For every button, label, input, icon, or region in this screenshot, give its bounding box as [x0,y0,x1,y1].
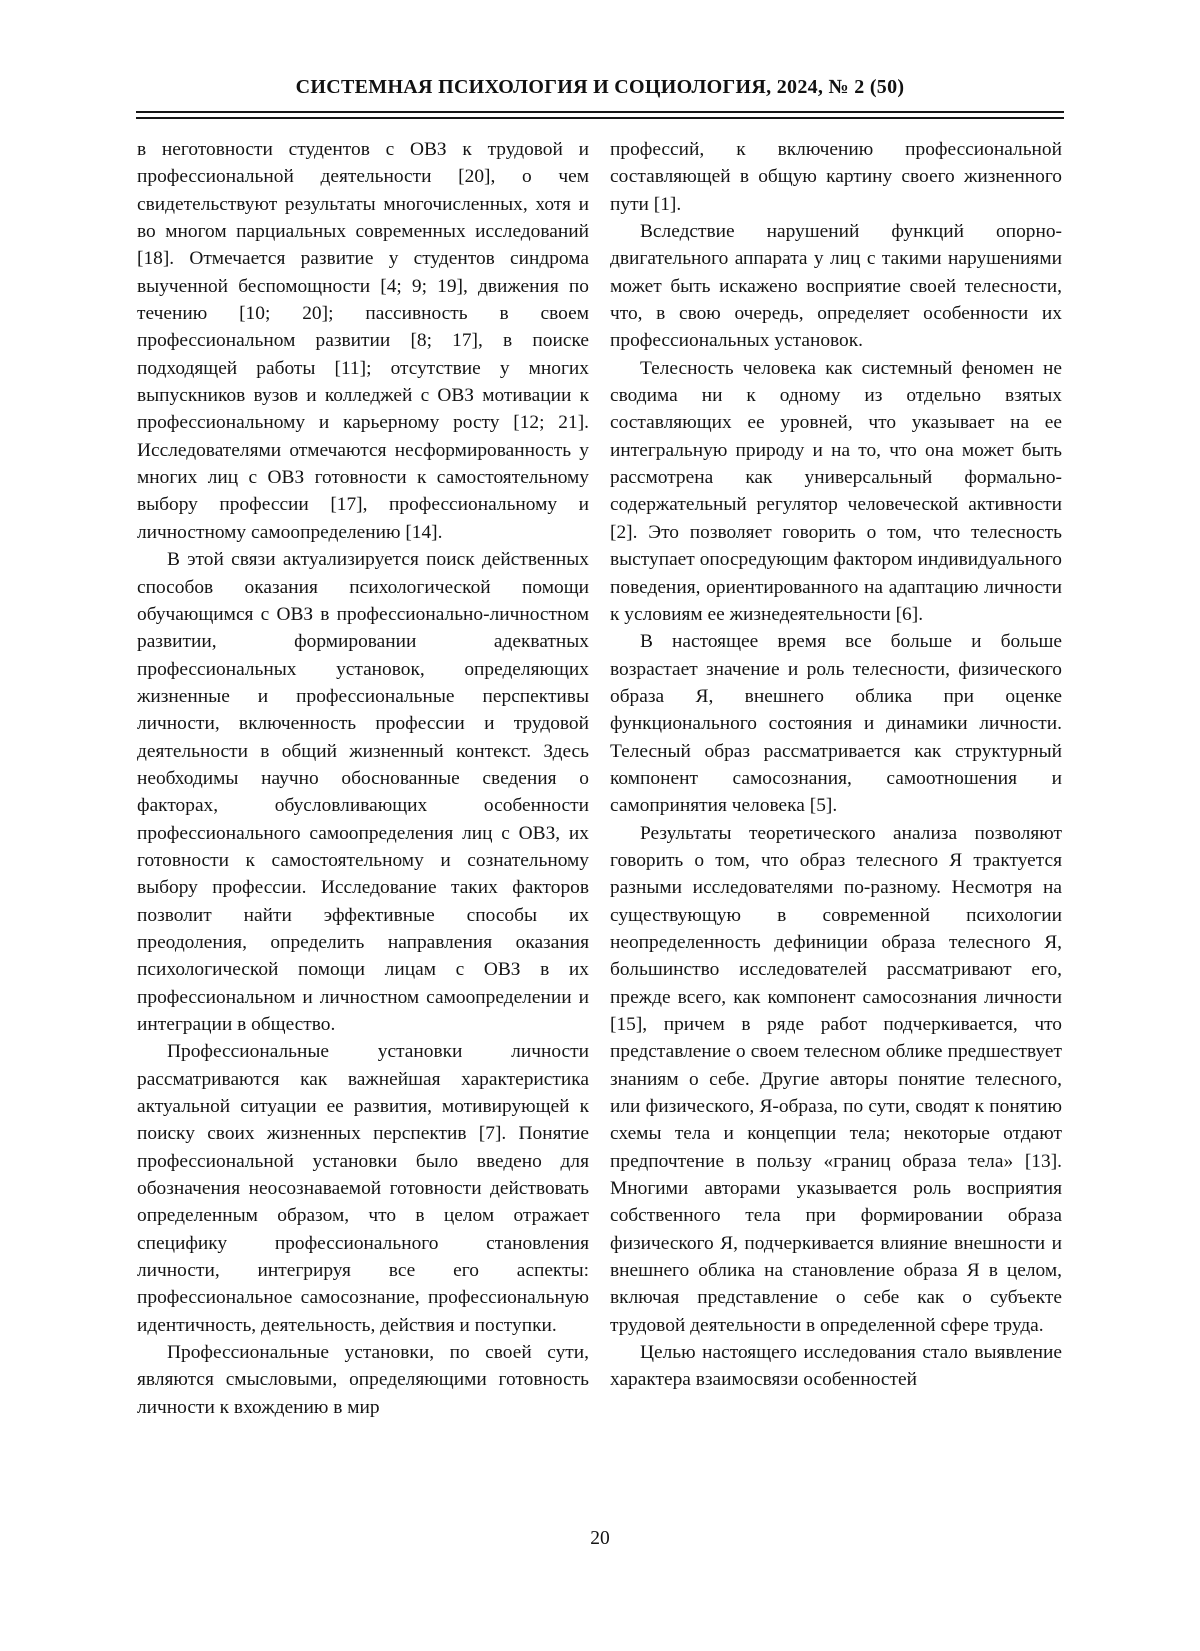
paragraph: Телесность человека как системный феномен не сводима ни к одному из отдельно взятых составляющих ее уровней, что указывает на ее интегральную природу и на то, что она может быть рассмотрена как универсальный формально-содержательный регулятор человеческой активности [2]. Это позволяет говорить о том, что телесность выступает опосредующим фактором индивидуального поведения, ориентированного на адаптацию личности к условиям ее жизнедеятельности [6]. [610,357,1062,625]
page-number: 20 [590,1528,610,1549]
paragraph: в неготовности студентов с ОВЗ к трудовой и профессиональной деятельности [20], о чем свидетельствуют результаты многочисленных, хотя и во многом парциальных современных исследований [18]. Отмечается развитие у студентов синдрома выученной беспомощности [4; 9; 19], движения по течению [10; 20]; пассивность в своем профессиональном развитии [8; 17], в поиске подходящей работы [11]; отсутствие у многих выпускников вузов и колледжей с ОВЗ мотивации к профессиональному и карьерному росту [12; 21]. Исследователями отмечаются несформированность у многих лиц с ОВЗ готовности к самостоятельному выбору профессии [17], профессиональному и личностному самоопределению [14]. [137,139,589,543]
header-divider-rule-bottom [136,117,1064,119]
paragraph: Результаты теоретического анализа позволяют говорить о том, что образ телесного Я трактуется разными исследователями по-разному. Несмотря на существующую в современной психологии неопределенность дефиниции образа телесного Я, большинство исследователей рассматривают его, прежде всего, как компонент самосознания личности [15], причем в ряде работ подчеркивается, что представление о своем телесном облике предшествует знаниям о себе. Другие авторы понятие телесного, или физического, Я-образа, по сути, сводят к понятию схемы тела и концепции тела; некоторые отдают предпочтение в пользу «границ образа тела» [13]. Многими авторами указывается роль восприятия собственного тела при формировании образа физического Я, подчеркивается влияние внешности и внешнего облика на становление образа Я в целом, включая представление о себе как о субъекте трудовой деятельности в определенной сфере труда. [610,822,1062,1336]
header-divider [136,111,1064,119]
text-column-right [610,136,1062,1516]
text-column-left [137,136,589,1516]
header-divider-rule-top [136,111,1064,113]
paragraph: Профессиональные установки личности рассматриваются как важнейшая характеристика актуальной ситуации ее развития, мотивирующей к поиску своих жизненных перспектив [7]. Понятие профессиональной установки было введено для обозначения неосознаваемой готовности действовать определенным образом, что в целом отражает специфику профессионального становления личности, интегрируя все его аспекты: профессиональное самосознание, профессиональную идентичность, деятельность, действия и поступки. [137,1041,589,1336]
paragraph: Вследствие нарушений функций опорно-двигательного аппарата у лиц с такими нарушениями может быть искажено восприятие своей телесности, что, в свою очередь, определяет особенности их профессиональных установок. [610,221,1062,352]
paragraph: В этой связи актуализируется поиск действенных способов оказания психологической помощи обучающимся с ОВЗ в профессионально-личностном развитии, формировании адекватных профессиональных установок, определяющих жизненные и профессиональные перспективы личности, включенность профессии и трудовой деятельности в общий жизненный контекст. Здесь необходимы научно обоснованные сведения о факторах, обусловливающих особенности профессионального самоопределения лиц с ОВЗ, их готовности к самостоятельному и сознательному выбору профессии. Исследование таких факторов позволит найти эффективные способы их преодоления, определить направления оказания психологической помощи лицам с ОВЗ в их профессиональном и личностном самоопределении и интеграции в общество. [137,549,589,1035]
paragraph: Профессиональные установки, по своей сути, являются смысловыми, определяющими готовность личности к вхождению в мир [137,1342,589,1418]
paragraph: Целью настоящего исследования стало выявление характера взаимосвязи особенностей [610,1342,1062,1391]
paragraph: профессий, к включению профессиональной составляющей в общую картину своего жизненного пути [1]. [610,139,1062,215]
journal-header-title: СИСТЕМНАЯ ПСИХОЛОГИЯ И СОЦИОЛОГИЯ, 2024, № 2 (50) [295,76,905,98]
paragraph: В настоящее время все больше и больше возрастает значение и роль телесности, физического образа Я, внешнего облика при оценке функционального состояния и динамики личности. Телесный образ рассматривается как структурный компонент самосознания, самоотношения и самопринятия человека [5]. [610,631,1062,817]
